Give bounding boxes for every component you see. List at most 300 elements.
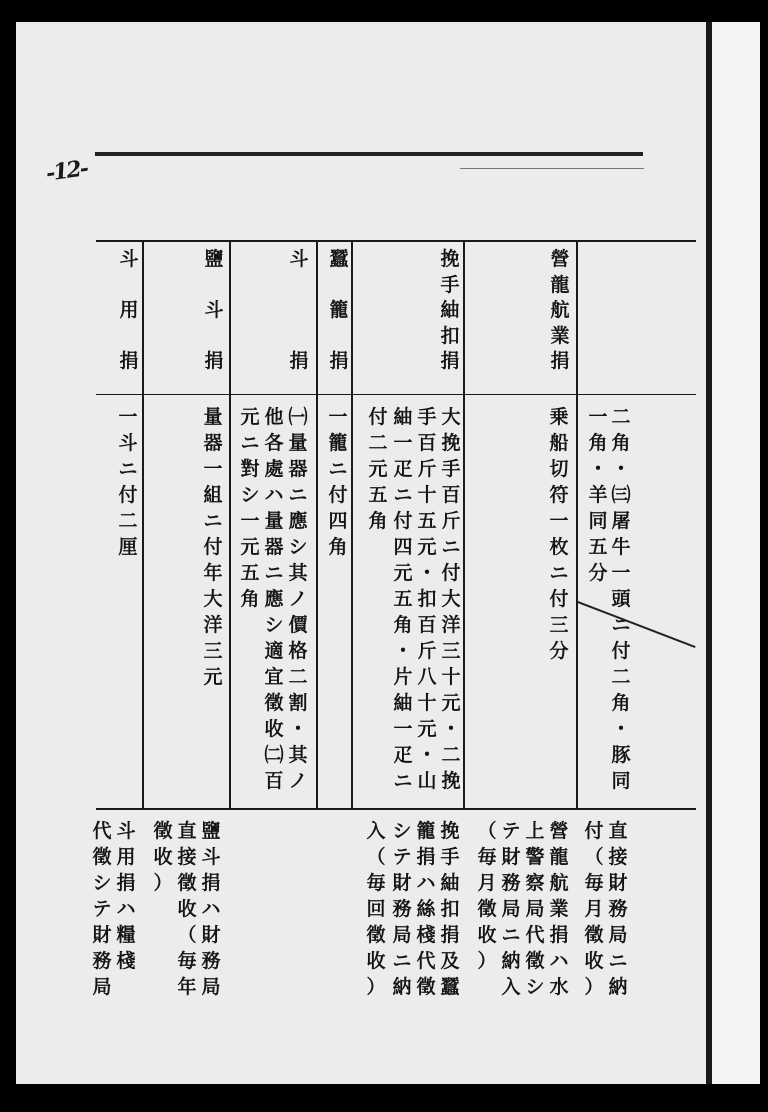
glyph: 器: [288, 458, 308, 480]
glyph: 局: [608, 924, 628, 946]
glyph: 龍: [550, 273, 570, 296]
glyph: 屠: [611, 510, 631, 532]
glyph: 應: [264, 588, 284, 610]
glyph: ニ: [501, 924, 521, 946]
table-bottom-rule: [96, 808, 696, 810]
glyph: 三: [441, 640, 461, 662]
glyph: 十: [417, 692, 437, 714]
glyph: 糧: [116, 924, 136, 946]
glyph: ニ: [549, 562, 569, 584]
note-text: [473, 822, 501, 978]
glyph: 水: [549, 976, 569, 998]
glyph: ）: [366, 976, 386, 998]
glyph: 乗: [549, 406, 569, 428]
glyph: 百: [417, 432, 437, 454]
glyph: 五: [417, 510, 437, 532]
glyph: 宜: [264, 666, 284, 688]
glyph: ・: [417, 744, 437, 766]
glyph: 器: [203, 432, 223, 454]
glyph: 二: [611, 666, 631, 688]
glyph: 紬: [393, 692, 413, 714]
glyph: 龍: [549, 846, 569, 868]
glyph: 挽: [440, 820, 460, 842]
glyph: 十: [417, 484, 437, 506]
glyph: 角: [588, 432, 608, 454]
glyph: 一: [393, 432, 413, 454]
glyph: シ: [288, 536, 308, 558]
glyph: 斗: [201, 846, 221, 868]
glyph: 捐: [116, 872, 136, 894]
glyph: 月: [584, 898, 604, 920]
glyph: 其: [288, 744, 308, 766]
rate-text: [284, 408, 312, 798]
glyph: ニ: [264, 562, 284, 584]
glyph: 局: [392, 924, 412, 946]
glyph: 三: [549, 614, 569, 636]
glyph: ・: [588, 458, 608, 480]
glyph: 財: [392, 872, 412, 894]
glyph: ）: [477, 950, 497, 972]
rate-text: [199, 408, 227, 694]
glyph: 毎: [177, 950, 197, 972]
glyph: ニ: [393, 770, 413, 792]
glyph: 財: [201, 924, 221, 946]
glyph: 徵: [584, 924, 604, 946]
glyph: 紬: [393, 406, 413, 428]
glyph: 同: [611, 770, 631, 792]
glyph: 五: [588, 536, 608, 558]
note-text: [521, 822, 549, 1004]
glyph: 業: [550, 324, 570, 347]
glyph: ハ: [201, 898, 221, 920]
glyph: 及: [440, 950, 460, 972]
glyph: 扣: [440, 898, 460, 920]
rate-text: [324, 408, 352, 564]
glyph: 代: [416, 950, 436, 972]
glyph: 用: [116, 846, 136, 868]
glyph: 年: [177, 976, 197, 998]
table-col-divider: [316, 240, 318, 808]
note-text: [412, 822, 440, 1004]
glyph: 斤: [441, 510, 461, 532]
glyph: 徵: [177, 872, 197, 894]
glyph: ニ: [240, 432, 260, 454]
glyph: ニ: [288, 484, 308, 506]
glyph: ニ: [611, 614, 631, 636]
glyph: ハ: [549, 950, 569, 972]
rate-text: [584, 408, 612, 590]
glyph: 局: [92, 976, 112, 998]
glyph: シ: [240, 484, 260, 506]
rate-text: [389, 408, 417, 798]
glyph: 財: [92, 924, 112, 946]
glyph: 月: [477, 872, 497, 894]
glyph: 斤: [417, 640, 437, 662]
glyph: ハ: [416, 872, 436, 894]
glyph: 五: [240, 562, 260, 584]
glyph: 枚: [549, 536, 569, 558]
glyph: ）: [153, 872, 173, 894]
glyph: 二: [441, 744, 461, 766]
glyph: 航: [550, 299, 570, 322]
glyph: 毎: [366, 872, 386, 894]
glyph: ・: [611, 718, 631, 740]
glyph: 一: [203, 458, 223, 480]
header-cell: [545, 250, 575, 378]
glyph: テ: [501, 820, 521, 842]
glyph: 付: [393, 510, 413, 532]
glyph: 上: [525, 820, 545, 842]
glyph: 收: [366, 950, 386, 972]
rate-text: [437, 408, 465, 798]
glyph: 分: [588, 562, 608, 584]
header-cell: [435, 250, 465, 378]
glyph: 角: [328, 536, 348, 558]
glyph: 對: [240, 458, 260, 480]
glyph: 角: [611, 692, 631, 714]
glyph: 斤: [417, 458, 437, 480]
glyph: 一: [611, 562, 631, 584]
glyph: 棧: [416, 924, 436, 946]
glyph: 厘: [118, 536, 138, 558]
rate-text: [413, 408, 441, 798]
glyph: 警: [525, 846, 545, 868]
glyph: 付: [328, 484, 348, 506]
glyph: 價: [288, 614, 308, 636]
glyph: 籠: [328, 432, 348, 454]
glyph: ）: [584, 976, 604, 998]
glyph: （: [177, 924, 197, 946]
glyph: 財: [501, 846, 521, 868]
glyph: 蠶: [329, 248, 349, 270]
glyph: 羊: [588, 484, 608, 506]
glyph: ㈡: [264, 744, 284, 766]
glyph: 捐: [119, 350, 139, 372]
glyph: ・: [288, 718, 308, 740]
glyph: 量: [264, 510, 284, 532]
glyph: 元: [240, 536, 260, 558]
glyph: 付: [549, 588, 569, 610]
header-cell: [284, 250, 314, 378]
glyph: 分: [549, 640, 569, 662]
glyph: 毎: [477, 846, 497, 868]
glyph: 入: [501, 976, 521, 998]
glyph: 蠶: [440, 976, 460, 998]
glyph: 各: [264, 432, 284, 454]
glyph: 徵: [92, 846, 112, 868]
note-text: [604, 822, 632, 1004]
glyph: 付: [584, 820, 604, 842]
glyph: 元: [417, 718, 437, 740]
glyph: 百: [441, 484, 461, 506]
glyph: 代: [92, 820, 112, 842]
glyph: 鹽: [204, 248, 224, 270]
glyph: ニ: [392, 950, 412, 972]
glyph: 納: [501, 950, 521, 972]
glyph: ㈢: [611, 484, 631, 506]
glyph: 處: [264, 458, 284, 480]
glyph: 船: [549, 432, 569, 454]
glyph: 洋: [441, 614, 461, 636]
glyph: 年: [203, 562, 223, 584]
glyph: 斗: [119, 248, 139, 270]
glyph: 捐: [550, 350, 570, 373]
glyph: 四: [393, 536, 413, 558]
table-header-rule: [96, 240, 696, 242]
glyph: 付: [441, 562, 461, 584]
glyph: 收: [477, 924, 497, 946]
glyph: ニ: [393, 484, 413, 506]
glyph: 收: [153, 846, 173, 868]
glyph: 一: [588, 406, 608, 428]
glyph: 挽: [441, 432, 461, 454]
glyph: 局: [201, 976, 221, 998]
glyph: 納: [608, 976, 628, 998]
glyph: シ: [392, 820, 412, 842]
glyph: テ: [92, 898, 112, 920]
glyph: 手: [440, 846, 460, 868]
glyph: 元: [368, 458, 388, 480]
glyph: ハ: [116, 898, 136, 920]
glyph: 務: [501, 872, 521, 894]
glyph: 量: [203, 406, 223, 428]
rate-text: [114, 408, 142, 564]
glyph: 百: [264, 770, 284, 792]
glyph: 適: [264, 640, 284, 662]
glyph: 元: [240, 406, 260, 428]
glyph: 代: [525, 924, 545, 946]
glyph: 接: [177, 846, 197, 868]
glyph: 毎: [584, 872, 604, 894]
glyph: 五: [393, 588, 413, 610]
glyph: 符: [549, 484, 569, 506]
glyph: 局: [525, 898, 545, 920]
glyph: ノ: [288, 588, 308, 610]
glyph: ニ: [118, 458, 138, 480]
top-rule-thin: [460, 168, 644, 169]
glyph: 付: [611, 640, 631, 662]
glyph: ニ: [328, 458, 348, 480]
glyph: （: [477, 820, 497, 842]
glyph: 角: [240, 588, 260, 610]
note-text: [388, 822, 416, 1004]
glyph: 付: [118, 484, 138, 506]
glyph: 二: [368, 432, 388, 454]
glyph: 收: [264, 718, 284, 740]
glyph: 五: [368, 484, 388, 506]
glyph: 牛: [611, 536, 631, 558]
glyph: 四: [328, 510, 348, 532]
glyph: 航: [549, 872, 569, 894]
note-text: [149, 822, 177, 900]
rate-text: [364, 408, 392, 538]
glyph: 直: [177, 820, 197, 842]
table-col-divider: [576, 240, 578, 808]
rate-text: [260, 408, 288, 798]
glyph: 量: [288, 432, 308, 454]
glyph: 付: [368, 406, 388, 428]
glyph: 捐: [549, 924, 569, 946]
glyph: （: [584, 846, 604, 868]
glyph: 一: [393, 718, 413, 740]
glyph: 務: [201, 950, 221, 972]
glyph: ・: [441, 718, 461, 740]
glyph: ニ: [203, 510, 223, 532]
glyph: テ: [392, 846, 412, 868]
glyph: 斗: [289, 248, 309, 270]
glyph: 捐: [440, 350, 460, 373]
glyph: 挽: [440, 248, 460, 270]
glyph: 片: [393, 666, 413, 688]
glyph: 斗: [204, 299, 224, 321]
glyph: 其: [288, 562, 308, 584]
glyph: 角: [368, 510, 388, 532]
glyph: 二: [611, 406, 631, 428]
glyph: （: [366, 846, 386, 868]
glyph: 捐: [329, 350, 349, 372]
glyph: 籠: [416, 820, 436, 842]
glyph: 務: [608, 898, 628, 920]
glyph: 組: [203, 484, 223, 506]
glyph: 徵: [153, 820, 173, 842]
glyph: シ: [525, 976, 545, 998]
glyph: 疋: [393, 744, 413, 766]
glyph: 收: [177, 898, 197, 920]
glyph: 一: [240, 510, 260, 532]
glyph: 一: [328, 406, 348, 428]
page-number: -12-: [44, 155, 89, 187]
glyph: 同: [588, 510, 608, 532]
glyph: ハ: [264, 484, 284, 506]
header-cell: [199, 250, 229, 378]
note-text: [197, 822, 225, 1004]
note-text: [436, 822, 464, 1004]
glyph: 紬: [440, 299, 460, 322]
glyph: 回: [366, 898, 386, 920]
glyph: 二: [118, 510, 138, 532]
glyph: ノ: [288, 770, 308, 792]
table-col-divider: [229, 240, 231, 808]
glyph: ・: [393, 640, 413, 662]
glyph: 局: [501, 898, 521, 920]
glyph: 徵: [264, 692, 284, 714]
glyph: 徵: [366, 924, 386, 946]
glyph: シ: [92, 872, 112, 894]
glyph: 捐: [204, 350, 224, 372]
glyph: 大: [441, 406, 461, 428]
note-text: [497, 822, 525, 1004]
glyph: 角: [393, 614, 413, 636]
glyph: 一: [118, 406, 138, 428]
glyph: 棧: [116, 950, 136, 972]
glyph: 扣: [440, 324, 460, 347]
page-binding-edge: [706, 22, 760, 1084]
glyph: 一: [549, 510, 569, 532]
glyph: 接: [608, 846, 628, 868]
note-text: [545, 822, 573, 1004]
glyph: シ: [264, 614, 284, 636]
glyph: 業: [549, 898, 569, 920]
header-cell: [324, 250, 354, 378]
glyph: 斗: [118, 432, 138, 454]
glyph: 捐: [289, 350, 309, 372]
glyph: 財: [608, 872, 628, 894]
glyph: ニ: [608, 950, 628, 972]
glyph: ・: [417, 562, 437, 584]
glyph: 營: [549, 820, 569, 842]
glyph: 元: [417, 536, 437, 558]
glyph: 他: [264, 406, 284, 428]
glyph: 頭: [611, 588, 631, 610]
glyph: 切: [549, 458, 569, 480]
note-text: [362, 822, 390, 1004]
note-text: [112, 822, 140, 978]
glyph: 三: [203, 640, 223, 662]
glyph: 營: [550, 248, 570, 270]
glyph: ㈠: [288, 406, 308, 428]
glyph: 二: [288, 666, 308, 688]
glyph: 收: [584, 950, 604, 972]
glyph: 務: [92, 950, 112, 972]
table-header-bottom-rule: [96, 394, 696, 395]
glyph: ・: [611, 458, 631, 480]
glyph: 百: [417, 614, 437, 636]
glyph: 絲: [416, 898, 436, 920]
glyph: 捐: [416, 846, 436, 868]
glyph: 直: [608, 820, 628, 842]
glyph: 用: [119, 299, 139, 321]
glyph: 捐: [440, 924, 460, 946]
glyph: 洋: [203, 614, 223, 636]
glyph: 納: [392, 976, 412, 998]
glyph: 斗: [116, 820, 136, 842]
glyph: 割: [288, 692, 308, 714]
glyph: 元: [203, 666, 223, 688]
glyph: 捐: [201, 872, 221, 894]
glyph: 務: [392, 898, 412, 920]
glyph: 徵: [477, 898, 497, 920]
glyph: 格: [288, 640, 308, 662]
glyph: 角: [611, 432, 631, 454]
glyph: 挽: [441, 770, 461, 792]
glyph: 大: [203, 588, 223, 610]
glyph: 十: [441, 666, 461, 688]
glyph: 應: [288, 510, 308, 532]
glyph: 付: [203, 536, 223, 558]
glyph: 鹽: [201, 820, 221, 842]
glyph: 察: [525, 872, 545, 894]
glyph: 器: [264, 536, 284, 558]
glyph: 豚: [611, 744, 631, 766]
glyph: 疋: [393, 458, 413, 480]
note-text: [580, 822, 608, 1004]
glyph: 徵: [525, 950, 545, 972]
glyph: 紬: [440, 872, 460, 894]
glyph: 元: [393, 562, 413, 584]
glyph: 入: [366, 820, 386, 842]
glyph: 八: [417, 666, 437, 688]
rate-text: [236, 408, 264, 616]
header-cell: [114, 250, 144, 378]
glyph: 元: [441, 692, 461, 714]
glyph: 手: [441, 458, 461, 480]
glyph: 扣: [417, 588, 437, 610]
top-rule: [95, 152, 643, 156]
rate-text: [545, 408, 573, 668]
note-text: [88, 822, 116, 1004]
glyph: 手: [417, 406, 437, 428]
glyph: 手: [440, 273, 460, 296]
